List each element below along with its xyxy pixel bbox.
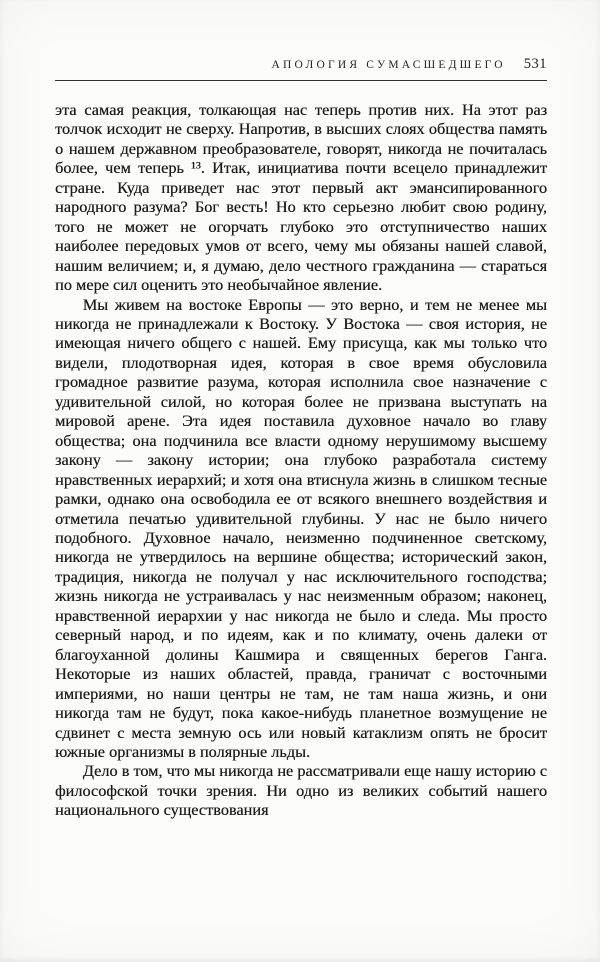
paragraph-philosophy-of-history: Дело в том, что мы никогда не рассматривали еще нашу историю с философской точки зрения. Ни одно из великих событий нашего национального существования: [55, 761, 547, 820]
running-head-title: АПОЛОГИЯ СУМАСШЕДШЕГО: [271, 59, 506, 71]
paragraph-continuation: эта самая реакция, толкающая нас теперь против них. На этот раз толчок исходит не сверху. Напротив, в высших слоях общества память о нашем державном преобразователе, говорят, никогда не почиталась более, чем теперь ¹³. Итак, инициатива почти всецело принадлежит стране. Куда приведет нас этот первый акт эмансипированного народного разума? Бог весть! Но кто серьезно любит свою родину, того не может не огорчать глубоко это отступничество наших наиболее передовых умов от всего, чему мы обязаны нашей славой, нашим величием; и, я думаю, дело честного гражданина — стараться по мере сил оценить это необычайное явление.: [55, 100, 547, 295]
paragraph-east-of-europe: Мы живем на востоке Европы — это верно, и тем не менее мы никогда не принадлежали к Востоку. У Востока — своя история, не имеющая ничего общего с нашей. Ему присуща, как мы только что видели, плодотворная идея, которая в свое время обусловила громадное развитие разума, которая исполнила свое назначение с удивительной силой, но которая более не призвана выступать на мировой арене. Эта идея поставила духовное начало во главу общества; она подчинила все власти одному нерушимому высшему закону — закону истории; она глубоко разработала систему нравственных иерархий; и хотя она втиснула жизнь в слишком тесные рамки, однако она освободила ее от всякого внешнего воздействия и отметила печатью удивительной глубины. У нас не было ничего подобного. Духовное начало, неизменно подчиненное светскому, никогда не утвердилось на вершине общества; исторический закон, традиция, никогда не получал у нас исключительного господства; жизнь никогда не устраивалась у нас неизменным образом; наконец, нравственной иерархии у нас никогда не было и следа. Мы просто северный народ, и по идеям, как и по климату, очень далеки от благоуханной долины Кашмира и священных берегов Ганга. Некоторые из наших областей, правда, граничат с восточными империями, но наши центры не там, не там наша жизнь, и они никогда там не будут, пока какое-нибудь планетное возмущение не сдвинет с места земную ось или новый катаклизм опять не бросит южные организмы в полярные льды.: [55, 294, 547, 761]
header-rule: [55, 80, 547, 81]
page-content: [55, 56, 547, 820]
page-body: [55, 100, 547, 820]
running-head: [55, 56, 547, 73]
page-number: 531: [523, 56, 547, 72]
